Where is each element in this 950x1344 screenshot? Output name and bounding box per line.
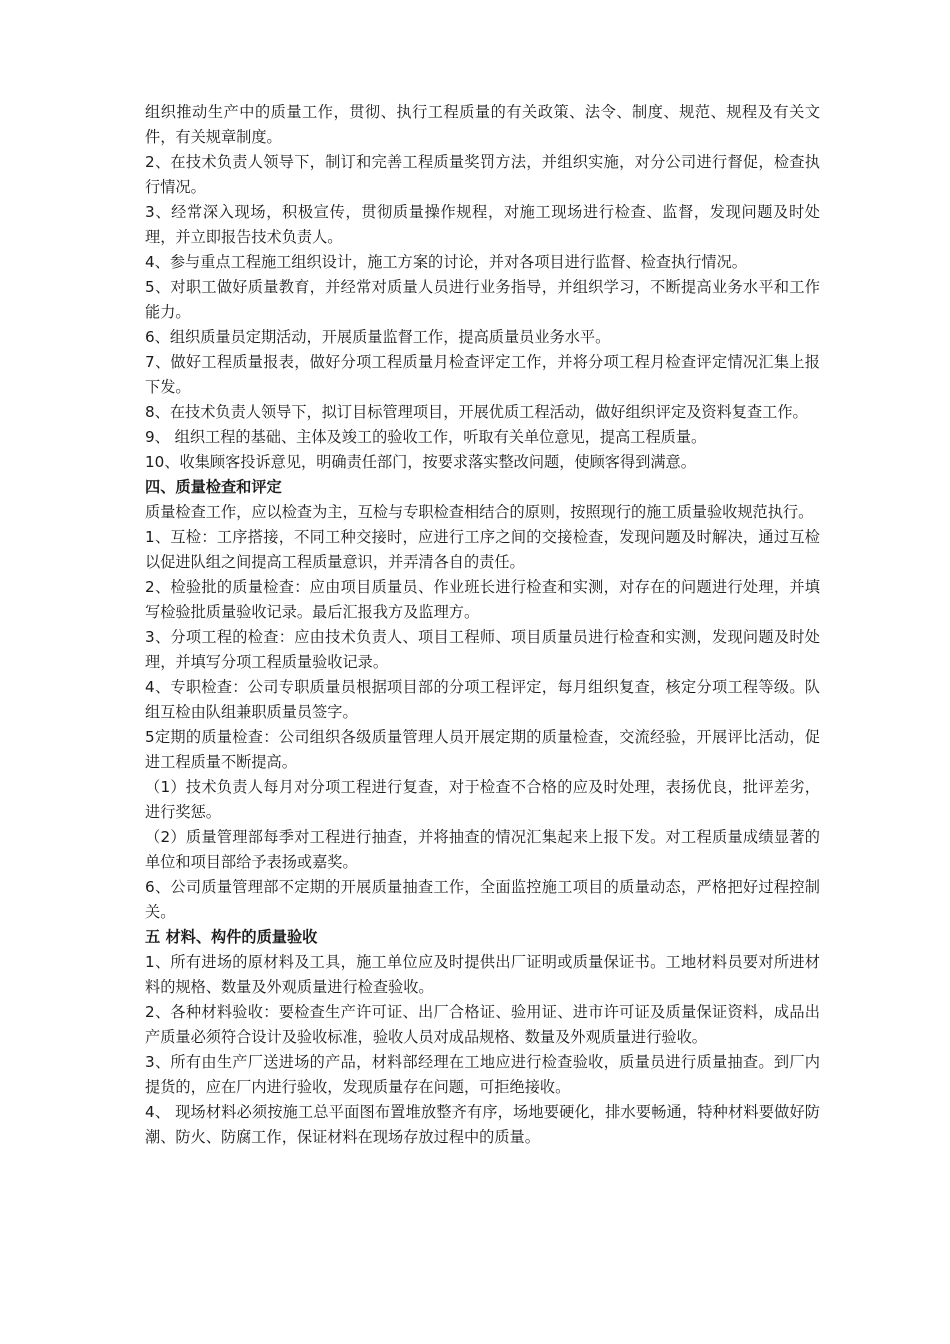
paragraph: 4、专职检查：公司专职质量员根据项目部的分项工程评定，每月组织复查，核定分项工程等级。队组互检由队组兼职质量员签字。 [145,678,820,721]
paragraph: 10、收集顾客投诉意见，明确责任部门，按要求落实整改问题，使顾客得到满意。 [145,453,696,471]
paragraph: （1）技术负责人每月对分项工程进行复查，对于检查不合格的应及时处理，表扬优良，批评差劣，进行奖惩。 [145,778,820,821]
paragraph: 6、公司质量管理部不定期的开展质量抽查工作，全面监控施工项目的质量动态，严格把好过程控制关。 [145,878,820,921]
paragraph: 1、互检：工序搭接，不同工种交接时，应进行工序之间的交接检查，发现问题及时解决，通过互检以促进队组之间提高工程质量意识，并弄清各自的责任。 [145,528,820,571]
paragraph: 9、 组织工程的基础、主体及竣工的验收工作，听取有关单位意见，提高工程质量。 [145,428,707,446]
document-body [145,100,820,1150]
section-heading: 五 材料、构件的质量验收 [145,928,318,946]
paragraph: 3、所有由生产厂送进场的产品，材料部经理在工地应进行检查验收，质量员进行质量抽查。到厂内提货的，应在厂内进行验收，发现质量存在问题，可拒绝接收。 [145,1053,820,1096]
paragraph: 质量检查工作，应以检查为主，互检与专职检查相结合的原则，按照现行的施工质量验收规范执行。 [145,503,814,521]
section-heading: 四、质量检查和评定 [145,478,282,496]
paragraph: 2、在技术负责人领导下，制订和完善工程质量奖罚方法，并组织实施，对分公司进行督促，检查执行情况。 [145,153,820,196]
paragraph: 组织推动生产中的质量工作，贯彻、执行工程质量的有关政策、法令、制度、规范、规程及有关文件，有关规章制度。 [145,103,820,146]
paragraph: 5定期的质量检查：公司组织各级质量管理人员开展定期的质量检查，交流经验，开展评比活动，促进工程质量不断提高。 [145,728,820,771]
paragraph: 3、分项工程的检查：应由技术负责人、项目工程师、项目质量员进行检查和实测，发现问题及时处理，并填写分项工程质量验收记录。 [145,628,820,671]
paragraph: 7、做好工程质量报表，做好分项工程质量月检查评定工作，并将分项工程月检查评定情况汇集上报下发。 [145,353,820,396]
paragraph: 6、组织质量员定期活动，开展质量监督工作，提高质量员业务水平。 [145,328,611,346]
paragraph: 2、检验批的质量检查：应由项目质量员、作业班长进行检查和实测，对存在的问题进行处理，并填写检验批质量验收记录。最后汇报我方及监理方。 [145,578,820,621]
paragraph: 4、参与重点工程施工组织设计，施工方案的讨论，并对各项目进行监督、检查执行情况。 [145,253,747,271]
paragraph: 3、经常深入现场，积极宣传，贯彻质量操作规程，对施工现场进行检查、监督，发现问题及时处理，并立即报告技术负责人。 [145,203,820,246]
paragraph: 1、所有进场的原材料及工具，施工单位应及时提供出厂证明或质量保证书。工地材料员要对所进材料的规格、数量及外观质量进行检查验收。 [145,953,820,996]
paragraph: 8、在技术负责人领导下，拟订目标管理项目，开展优质工程活动，做好组织评定及资料复查工作。 [145,403,808,421]
paragraph: 4、 现场材料必须按施工总平面图布置堆放整齐有序，场地要硬化，排水要畅通，特种材料要做好防潮、防火、防腐工作，保证材料在现场存放过程中的质量。 [145,1103,820,1146]
paragraph: 2、各种材料验收：要检查生产许可证、出厂合格证、验用证、进市许可证及质量保证资料，成品出产质量必须符合设计及验收标准，验收人员对成品规格、数量及外观质量进行验收。 [145,1003,820,1046]
paragraph: 5、对职工做好质量教育，并经常对质量人员进行业务指导，并组织学习，不断提高业务水平和工作能力。 [145,278,820,321]
paragraph: （2）质量管理部每季对工程进行抽查，并将抽查的情况汇集起来上报下发。对工程质量成绩显著的单位和项目部给予表扬或嘉奖。 [145,828,820,871]
